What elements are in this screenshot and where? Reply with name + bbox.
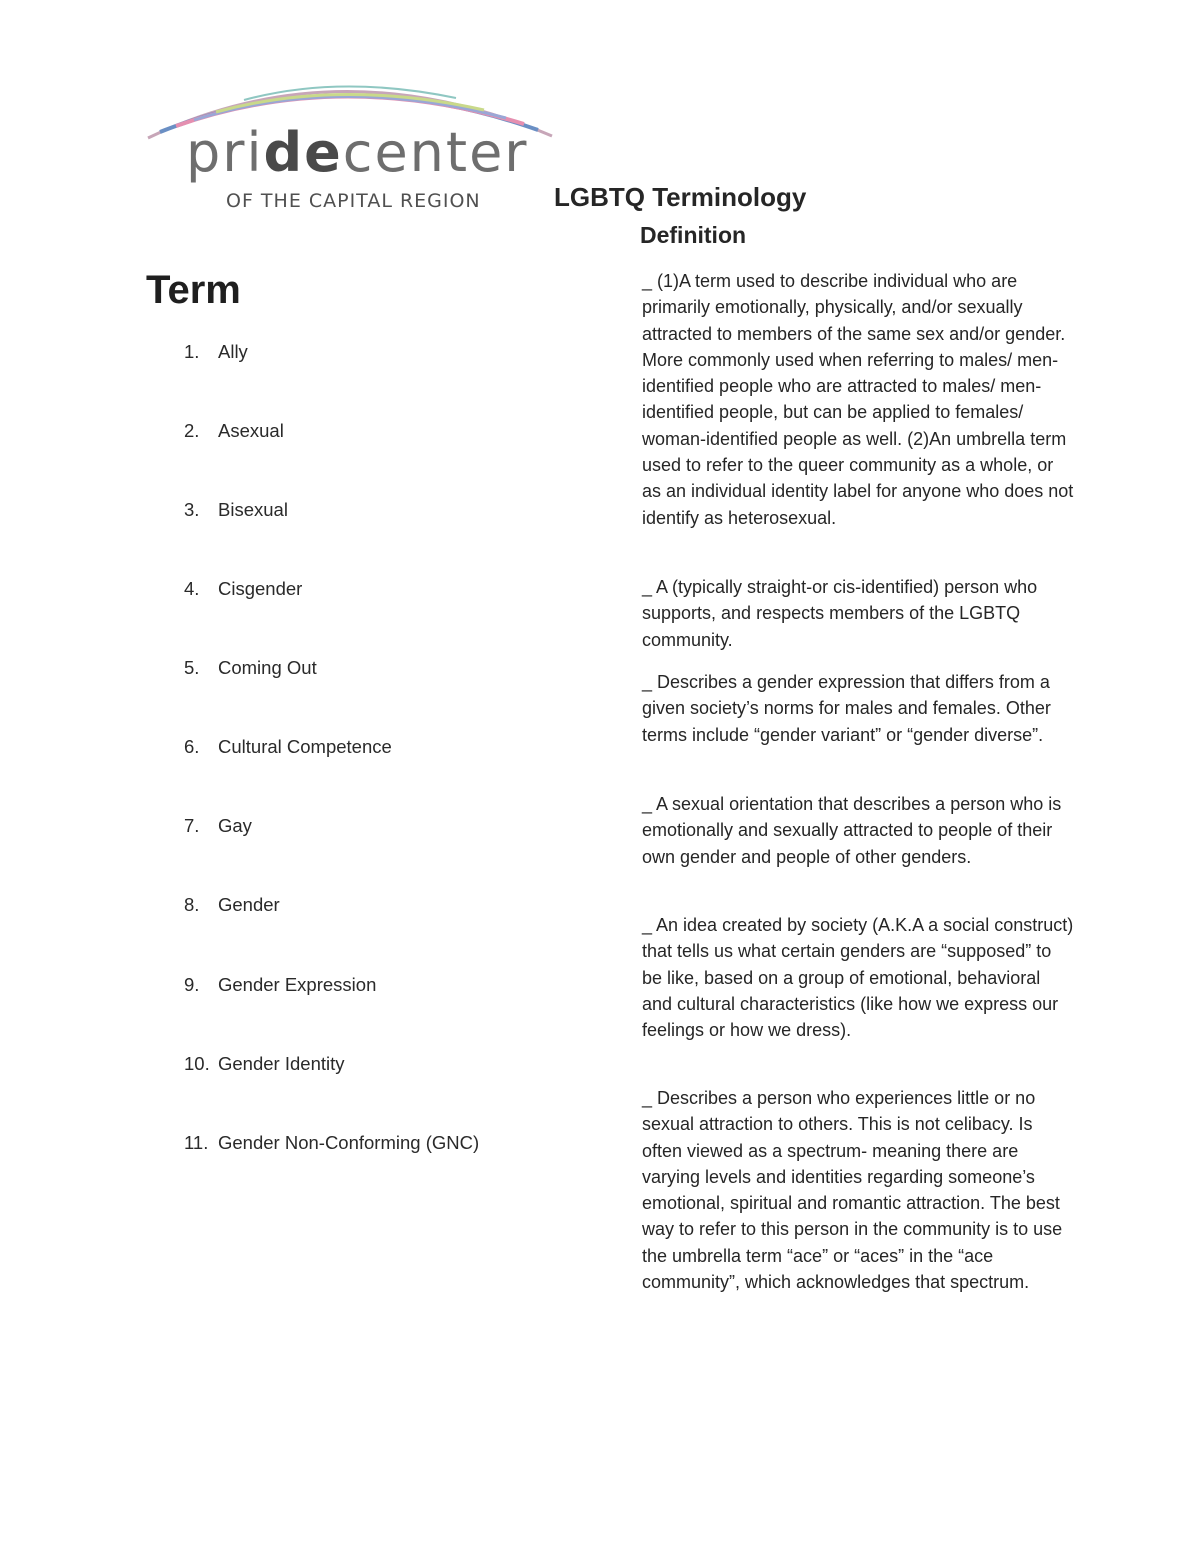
document-title: LGBTQ Terminology [554,182,807,212]
list-item: 9. Gender Expression [184,974,377,995]
definition-paragraph: _ Describes a person who experiences little or no sexual attraction to others. This is not celibacy. Is often viewed as a spectrum- meaning there are varying levels and identities regarding someone’s emotional, spiritual and romantic attraction. The best way to refer to this person in the community is to use the umbrella term “ace” or “aces” in the “ace community”, which acknowledges that spectrum. [642,1088,1063,1293]
list-item: 3. Bisexual [184,499,288,520]
list-item: 8. Gender [184,894,280,915]
pride-center-logo [140,64,560,224]
list-item: 7. Gay [184,815,252,836]
list-item: 10. Gender Identity [184,1053,345,1074]
definition-column-heading: Definition [640,222,747,248]
term-column-heading: Term [146,268,241,312]
definition-paragraph: _ An idea created by society (A.K.A a social construct) that tells us what certain genders are “supposed” to be like, based on a group of emotional, behavioral and cultural characteristics (like how we express our feelings or how we dress). [642,915,1074,1041]
definition-paragraph: _ A (typically straight-or cis-identified) person who supports, and respects members of the LGBTQ community. [642,577,1038,650]
list-item: 1. Ally [184,341,248,362]
logo-wordmark: pridecenter [186,121,529,184]
list-item: 11. Gender Non-Conforming (GNC) [184,1132,480,1153]
definition-paragraph: _ Describes a gender expression that differs from a given society’s norms for males and females. Other terms include “gender variant” or “gender diverse”. [642,672,1051,745]
list-item: 6. Cultural Competence [184,736,392,757]
list-item: 5. Coming Out [184,657,317,678]
list-item: 4. Cisgender [184,578,303,599]
definition-paragraph: _ A sexual orientation that describes a person who is emotionally and sexually attracted to people of their own gender and people of other genders. [642,794,1062,867]
definition-paragraph: _ (1)A term used to describe individual who are primarily emotionally, physically, and/or sexually attracted to members of the same sex and/or gender. More commonly used when referring to males/ men-identified people who are attracted to males/ men- identified people, but can be applied to females/ woman-identified people as well. (2)An umbrella term used to refer to the queer community as a whole, or as an individual identity label for anyone who does not identify as heterosexual. [642,271,1074,528]
list-item: 2. Asexual [184,420,284,441]
logo-subtitle: OF THE CAPITAL REGION [226,190,481,212]
